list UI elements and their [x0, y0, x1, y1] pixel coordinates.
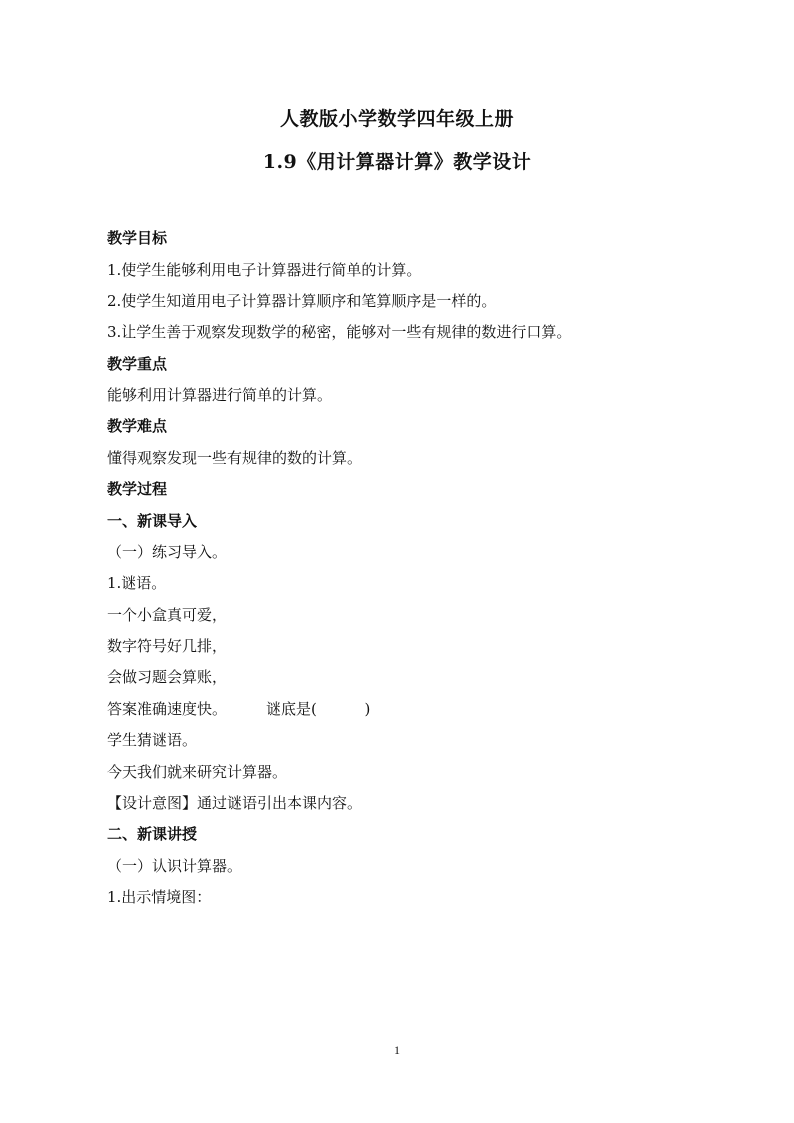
riddle-line-1: 一个小盒真可爱，: [107, 606, 228, 624]
key-points-heading: 教学重点: [107, 355, 168, 373]
section-1-subheading: （一）练习导入。: [107, 543, 228, 561]
difficulty-text: 懂得观察发现一些有规律的数的计算。: [107, 449, 363, 467]
riddle-label: 1.谜语。: [107, 574, 167, 592]
section-2-heading: 二、新课讲授: [107, 825, 198, 843]
difficulty-heading: 教学难点: [107, 417, 168, 435]
document-title: 人教版小学数学四年级上册: [279, 108, 514, 130]
goal-item-3: 3.让学生善于观察发现数学的秘密，能够对一些有规律的数进行口算。: [107, 323, 572, 341]
goal-item-2: 2.使学生知道用电子计算器计算顺序和笔算顺序是一样的。: [107, 292, 497, 310]
goal-item-1: 1.使学生能够利用电子计算器进行简单的计算。: [107, 261, 422, 279]
riddle-line-3: 会做习题会算账，: [107, 668, 228, 686]
show-scene-text: 1.出示情境图：: [107, 888, 212, 906]
riddle-line-2: 数字符号好几排，: [107, 637, 228, 655]
process-heading: 教学过程: [107, 480, 168, 498]
goals-heading: 教学目标: [107, 229, 168, 247]
section-2-subheading: （一）认识计算器。: [107, 857, 243, 875]
riddle-answer-blank: 谜底是( ): [266, 700, 371, 718]
document-subtitle: 1.9《用计算器计算》教学设计: [262, 151, 532, 173]
section-1-heading: 一、新课导入: [107, 512, 198, 530]
riddle-line-4: 答案准确速度快。: [107, 700, 228, 718]
students-guess-text: 学生猜谜语。: [107, 731, 198, 749]
key-points-text: 能够利用计算器进行简单的计算。: [107, 386, 333, 404]
today-text: 今天我们就来研究计算器。: [107, 763, 288, 781]
design-intent-text: 【设计意图】通过谜语引出本课内容。: [107, 794, 363, 812]
page-number: 1: [394, 1043, 400, 1057]
